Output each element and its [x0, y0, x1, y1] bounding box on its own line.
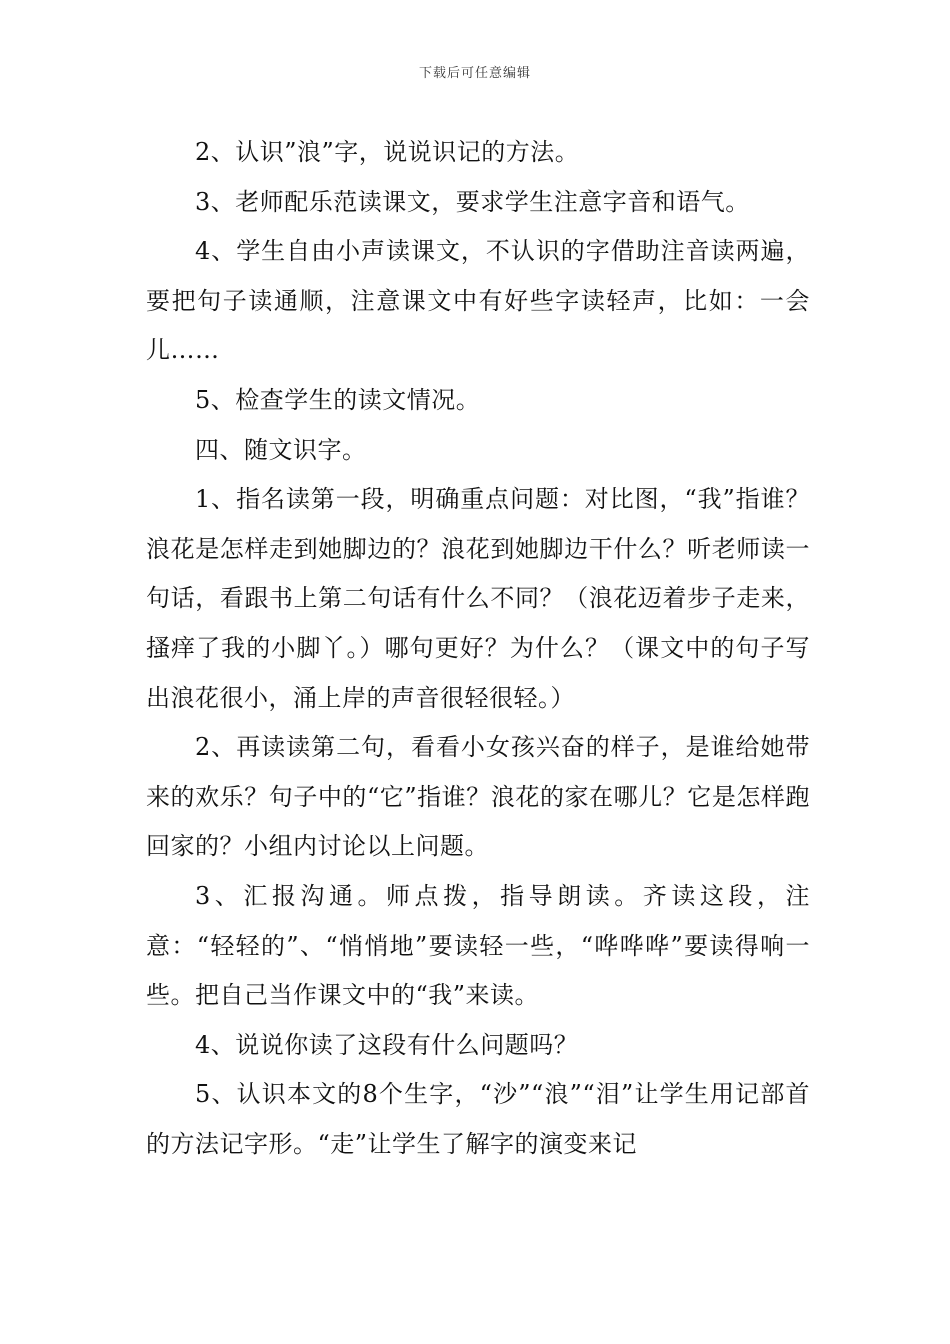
document-body — [146, 128, 810, 1169]
paragraph-4: 5、检查学生的读文情况。 — [195, 385, 481, 414]
header-note: 下载后可任意编辑 — [418, 66, 531, 81]
paragraph-9: 5、认识本文的8个生字，“沙”“浪”“泪”让学生用记部首的方法记字形。“走”让学生了解字的演变来记 — [146, 1080, 810, 1158]
paragraph-8: 4、说说你读了这段有什么问题吗？ — [195, 1030, 579, 1059]
paragraph-6: 2、再读读第二句，看看小女孩兴奋的样子，是谁给她带来的欢乐？句子中的“它”指谁？浪花的家在哪儿？它是怎样跑回家的？小组内讨论以上问题。 — [146, 733, 810, 861]
paragraph-2: 3、老师配乐范读课文，要求学生注意字音和语气。 — [195, 187, 750, 216]
paragraph-1: 2、认识”浪”字，说说识记的方法。 — [195, 138, 580, 166]
paragraph-5: 1、指名读第一段，明确重点问题：对比图，“我”指谁？浪花是怎样走到她脚边的？浪花到她脚边干什么？听老师读一句话，看跟书上第二句话有什么不同？（浪花迈着步子走来，搔痒了我的小脚丫。）哪句更好？为什么？（课文中的句子写出浪花很小，涌上岸的声音很轻很轻。） — [146, 485, 810, 712]
paragraph-7: 3、汇报沟通。师点拨，指导朗读。齐读这段，注意：“轻轻的”、“悄悄地”要读轻一些，“哗哗哗”要读得响一些。把自己当作课文中的“我”来读。 — [146, 881, 810, 1010]
paragraph-3: 4、学生自由小声读课文，不认识的字借助注音读两遍，要把句子读通顺，注意课文中有好些字读轻声，比如：一会儿…… — [146, 237, 810, 365]
section-heading: 四、随文识字。 — [195, 435, 367, 464]
